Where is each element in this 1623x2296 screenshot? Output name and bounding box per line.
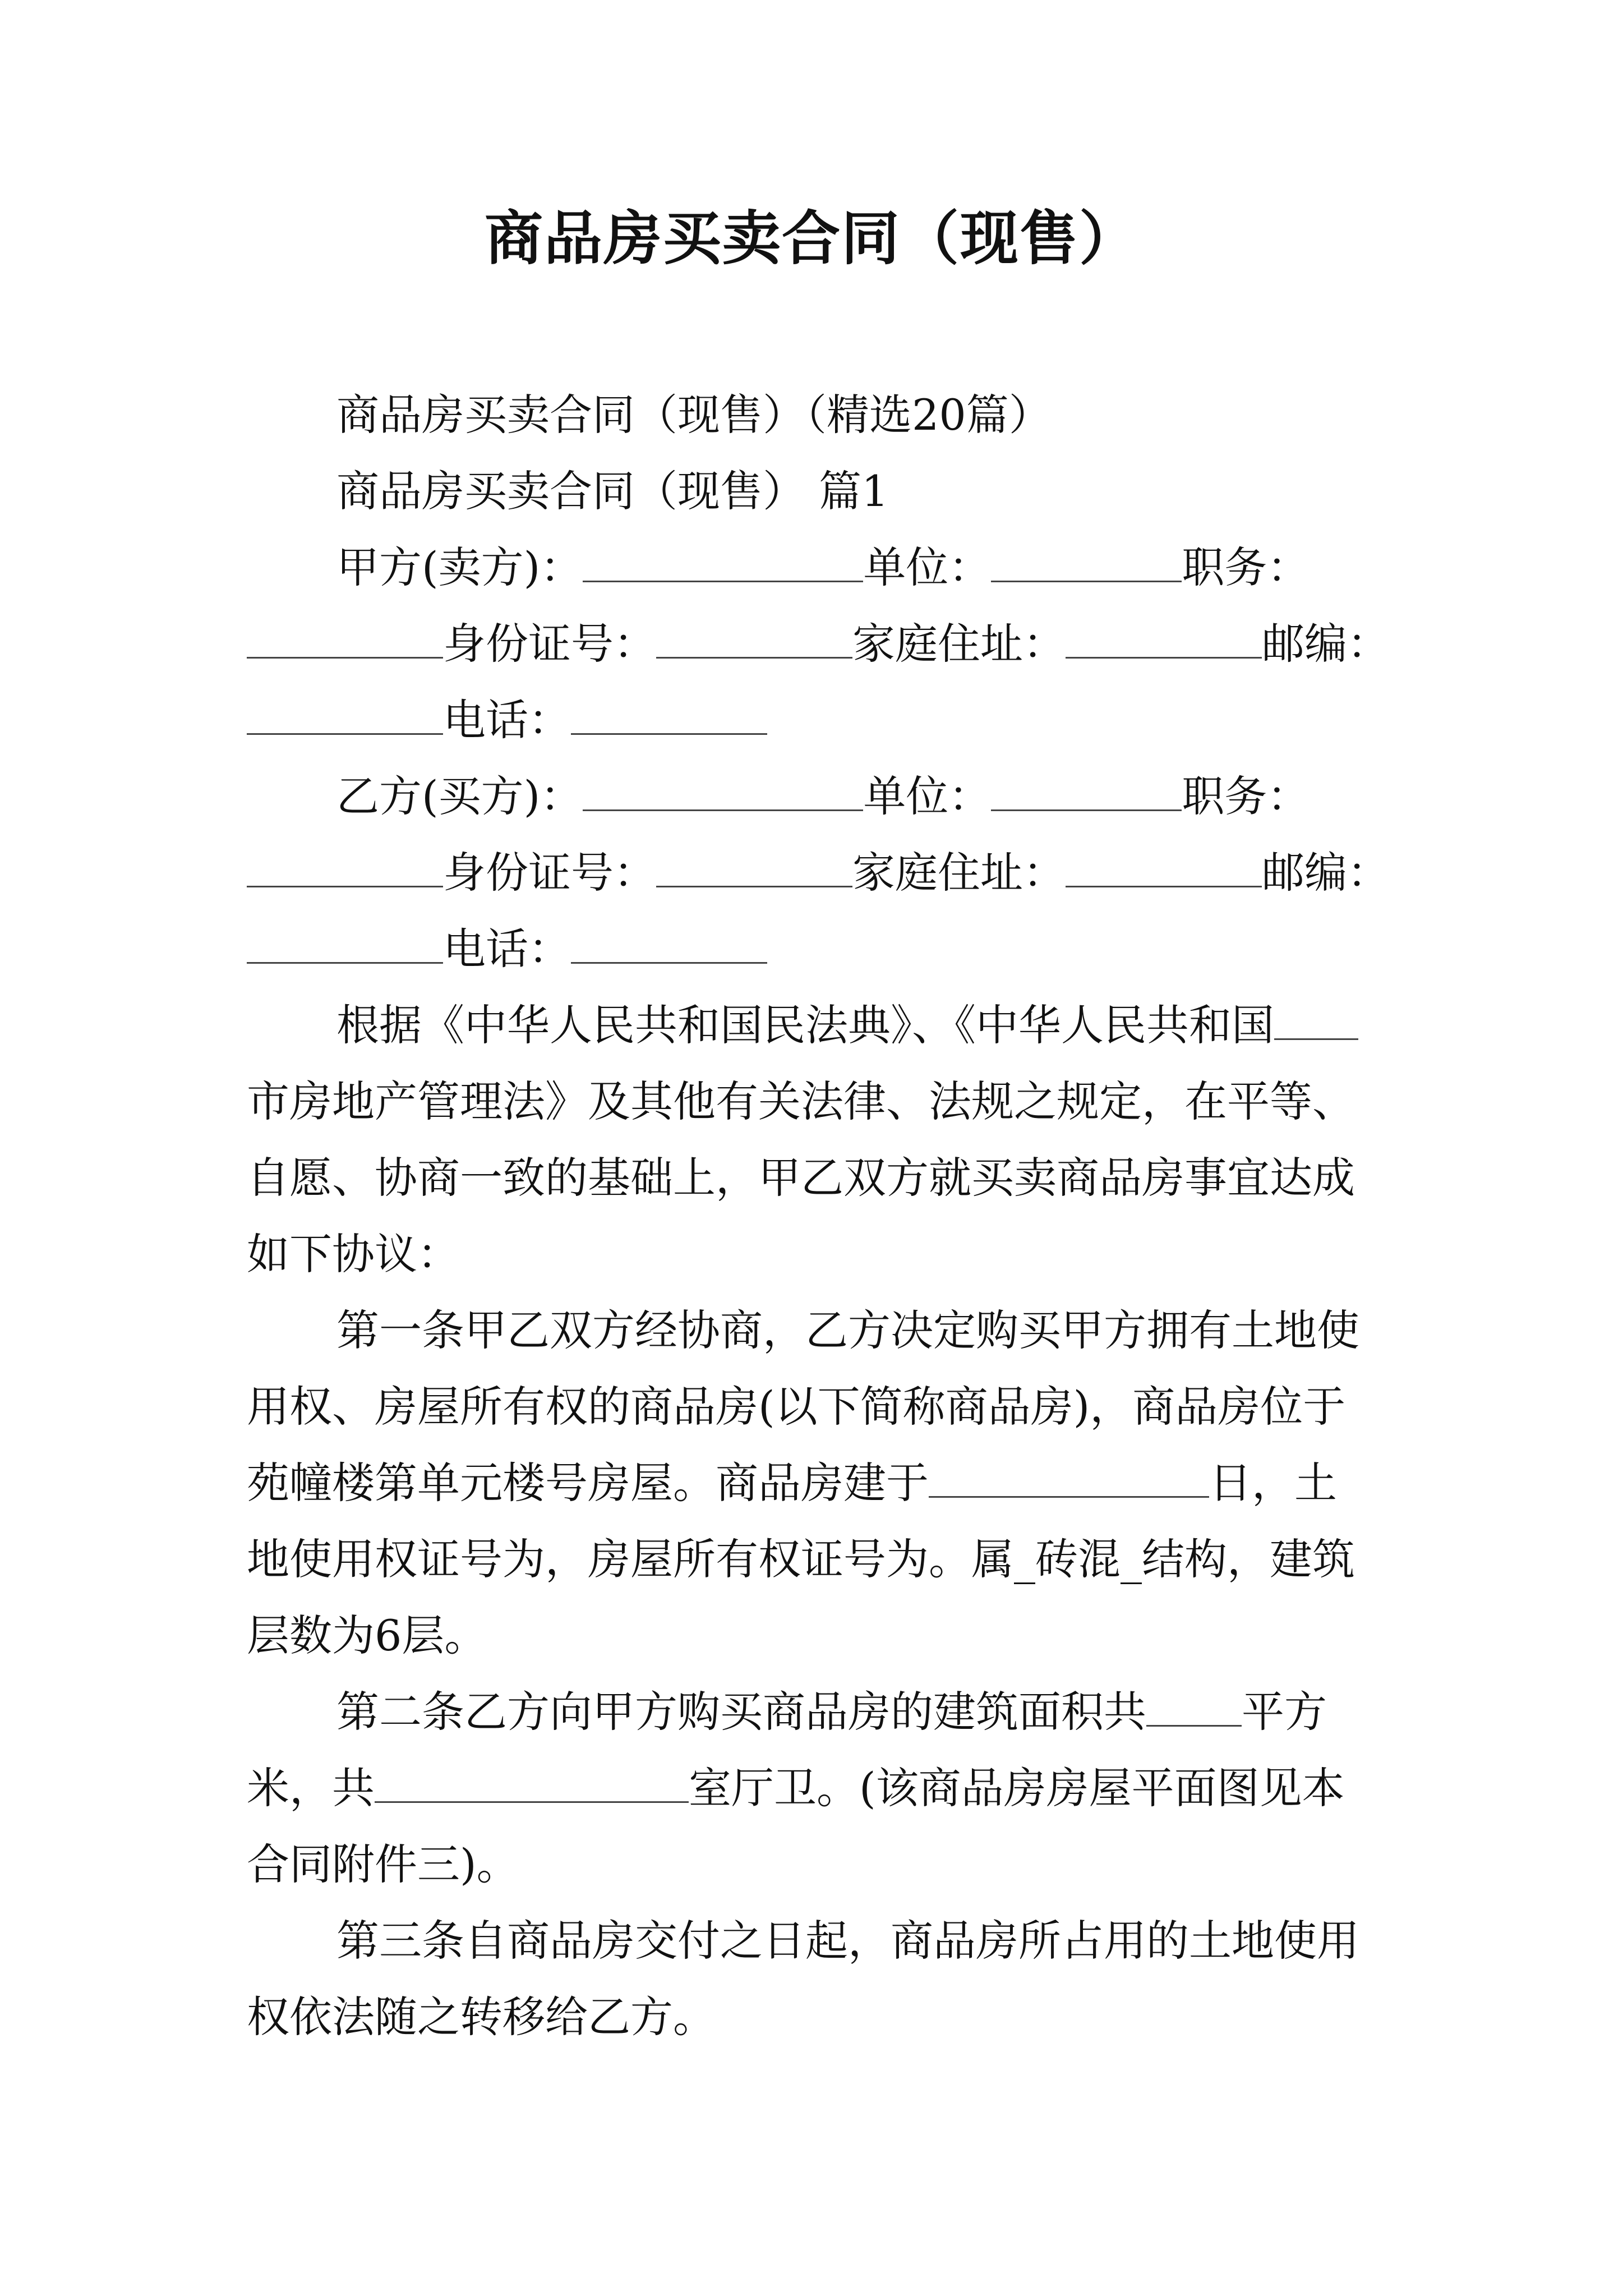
seller-id-label: 身份证号： [443,619,656,669]
article1-text-3b: 日，土 [1209,1458,1337,1508]
seller-line-3 [247,692,767,748]
buyer-address-label: 家庭住址： [852,848,1066,898]
article2-line-2 [247,1760,1345,1816]
buyer-line-2 [247,845,1390,901]
buyer-id-label: 身份证号： [443,848,656,898]
article2-text-1a: 第二条乙方向甲方购买商品房的建筑面积共 [336,1687,1146,1737]
article1-line-1: 第一条甲乙双方经协商，乙方决定购买甲方拥有土地使 [336,1305,1359,1355]
seller-postcode-label: 邮编： [1262,619,1390,669]
seller-party-label: 甲方(卖方)： [336,542,583,592]
article2-text-2b: 室厅卫。(该商品房房屋平面图见本 [689,1763,1345,1813]
buyer-line-3 [247,921,767,977]
seller-position-blank [247,621,443,659]
seller-address-blank [1066,621,1262,659]
article2-line-3: 合同附件三)。 [247,1839,519,1889]
article1-line-3 [247,1455,1337,1511]
seller-unit-blank [991,545,1182,582]
preamble-line-2: 市房地产管理法》及其他有关法律、法规之规定，在平等、 [247,1076,1355,1126]
seller-unit-label: 单位： [863,542,992,592]
article1-line-5: 层数为6层。 [247,1611,487,1660]
buyer-position-blank [247,850,443,887]
seller-postcode-blank [247,697,443,735]
article1-line-4: 地使用权证号为，房屋所有权证号为。属_砖混_结构，建筑 [247,1534,1355,1584]
build-date-blank [929,1460,1209,1498]
article2-text-2a: 米，共 [247,1763,375,1813]
seller-phone-blank [571,697,767,735]
buyer-unit-blank [991,774,1182,811]
seller-line-2 [247,616,1390,672]
article3-line-1: 第三条自商品房交付之日起，商品房所占用的土地使用 [336,1916,1359,1966]
seller-line-1 [336,540,1310,596]
seller-name-blank [583,545,863,582]
article3-line-2: 权依法随之转移给乙方。 [247,1992,716,2042]
buyer-postcode-blank [247,926,443,964]
document-subtitle: 商品房买卖合同（现售）（精选20篇） [336,390,1052,440]
buyer-address-blank [1066,850,1262,887]
area-blank [1146,1689,1242,1727]
seller-phone-label: 电话： [443,695,571,745]
article1-line-2: 用权、房屋所有权的商品房(以下简称商品房)，商品房位于 [247,1382,1346,1432]
city-blank [1274,1002,1358,1040]
seller-position-label: 职务： [1182,542,1310,592]
buyer-party-label: 乙方(买方)： [336,771,583,821]
buyer-phone-blank [571,926,767,964]
preamble-line-3: 自愿、协商一致的基础上，甲乙双方就买卖商品房事宜达成 [247,1153,1355,1203]
buyer-postcode-label: 邮编： [1262,848,1390,898]
buyer-position-label: 职务： [1182,771,1310,821]
preamble-text-1: 根据《中华人民共和国民法典》、《中华人民共和国 [336,1000,1274,1050]
article1-text-3a: 苑幢楼第单元楼号房屋。商品房建于 [247,1458,929,1508]
buyer-name-blank [583,774,863,811]
article2-line-1 [336,1684,1327,1740]
preamble-line-4: 如下协议： [247,1229,460,1279]
buyer-id-blank [656,850,852,887]
document-title: 商品房买卖合同（现售） [484,204,1138,273]
article2-text-1b: 平方 [1242,1687,1327,1737]
rooms-blank [375,1765,689,1803]
seller-id-blank [656,621,852,659]
buyer-line-1 [336,769,1310,825]
preamble-line-1 [336,997,1358,1053]
buyer-phone-label: 电话： [443,924,571,974]
buyer-unit-label: 单位： [863,771,992,821]
seller-address-label: 家庭住址： [852,619,1066,669]
section-heading: 商品房买卖合同（现售） 篇1 [336,466,889,516]
